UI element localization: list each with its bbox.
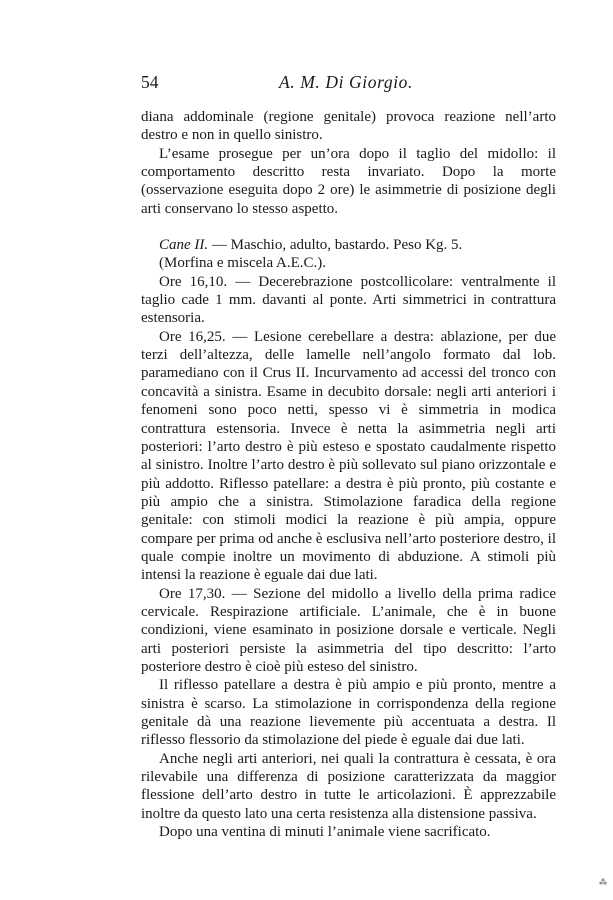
paragraph-ore-1610: Ore 16,10. — Decerebrazione postcollicolare: ventralmente il taglio cade 1 mm. davanti al ponte. Arti simmetrici in contrattura estensoria.: [141, 273, 556, 327]
page-header: [141, 72, 556, 98]
running-title: A. M. Di Giorgio.: [279, 72, 413, 92]
paragraph-post-section: L’esame prosegue per un’ora dopo il taglio del midollo: il comportamento descritto resta invariato. Dopo la morte (osservazione eseguita dopo 2 ore) le asimmetrie di posizione degli arti conservano lo stesso aspetto.: [141, 145, 556, 217]
page-body: [141, 108, 556, 841]
paragraph-patellar-reflex: Il riflesso patellare a destra è più ampio e più pronto, mentre a sinistra è scarso. La stimolazione in corrispondenza della regione genitale dà una reazione lievemente più accentuata a destra. Il riflesso flessorio da stimolazione del piede è eguale dai due lati.: [141, 677, 556, 749]
paragraph-ore-1625: Ore 16,25. — Lesione cerebellare a destra: ablazione, per due terzi dell’altezza, delle lamelle nell’angolo formato dal lob. paramediano con il Crus II. Incurvamento ad accessi del tronco con concavità a sinistra. Esame in decubito dorsale: negli arti anteriori i fenomeni sono poco netti, spesso vi è simmetria in modica contrattura estensoria. Invece è netta la asimmetria negli arti posteriori: l’arto destro è più esteso e spostato caudalmente rispetto al sinistro. Inoltre l’arto destro è più sollevato sul piano orizzontale e più addotto. Riflesso patellare: a destra è più pronto, più costante e più ampio che a sinistra. Stimolazione faradica della regione genitale: con stimoli modici la reazione è più ampia, oppure compare per prima od anche è esclusiva nell’arto posteriore destro, il quale compie inoltre un movimento di abduzione. A stimoli più intensi la reazione è eguale dai due lati.: [141, 328, 556, 584]
paragraph-case-heading: [141, 236, 556, 254]
paragraph-sacrifice: Dopo una ventina di minuti l’animale viene sacrificato.: [159, 824, 491, 841]
corner-scan-mark: ⁂: [599, 878, 607, 887]
paragraph-anterior-limbs: Anche negli arti anteriori, nei quali la contrattura è cessata, è ora rilevabile una differenza di posizione caratterizzata da maggior flessione dell’arto destro in tutte le articolazioni. È apprezzabile inoltre da questo lato una certa resistenza alla distensione passiva.: [141, 750, 556, 822]
case-description: — Maschio, adulto, bastardo. Peso Kg. 5.: [208, 237, 463, 254]
paragraph-ore-1730: Ore 17,30. — Sezione del midollo a livello della prima radice cervicale. Respirazione artificiale. L’animale, che è in buone condizioni, viene esaminato in posizione dorsale e verticale. Negli arti posteriori persiste la asimmetria del tipo descritto: l’arto posteriore destro è cioè più esteso del sinistro.: [141, 585, 556, 675]
page-number: 54: [141, 72, 159, 92]
paragraph-anesthesia: (Morfina e miscela A.E.C.).: [159, 255, 327, 272]
case-label: Cane II.: [159, 237, 209, 254]
paragraph-continuation: diana addominale (regione genitale) provoca reazione nell’arto destro e non in quello sinistro.: [141, 109, 556, 144]
